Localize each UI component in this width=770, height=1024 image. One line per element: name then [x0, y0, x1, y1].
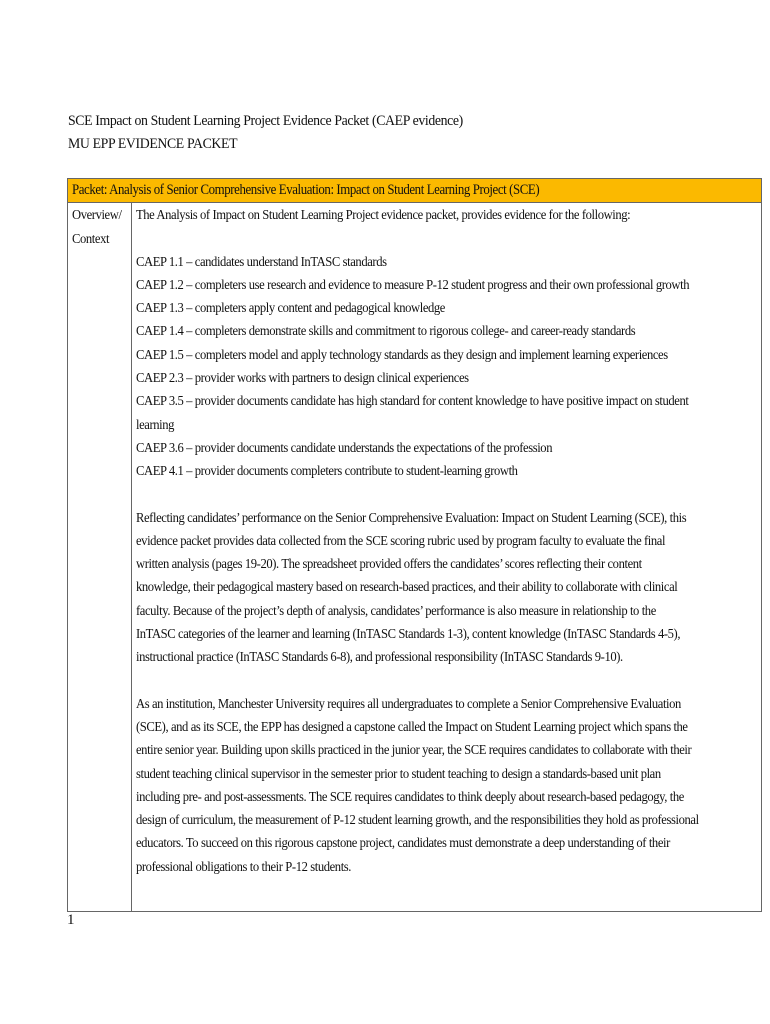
document-title: SCE Impact on Student Learning Project Evidence Packet (CAEP evidence) — [68, 113, 463, 129]
paragraph-line: (SCE), and as its SCE, the EPP has designed a capstone called the Impact on Student Learning project which spans the — [136, 719, 688, 735]
document-header — [68, 110, 463, 156]
caep-standards-list — [136, 251, 761, 484]
caep-item: CAEP 1.1 – candidates understand InTASC standards — [136, 254, 387, 270]
evidence-packet-table — [67, 178, 762, 912]
spacer — [136, 228, 761, 251]
reflection-paragraph — [136, 507, 761, 670]
document-subtitle: MU EPP EVIDENCE PACKET — [68, 136, 238, 152]
institution-paragraph — [136, 693, 761, 879]
caep-item: CAEP 1.3 – completers apply content and pedagogical knowledge — [136, 301, 446, 317]
spacer — [136, 484, 761, 507]
caep-item: CAEP 3.5 – provider documents candidate has high standard for content knowledge to have positive impact on student — [136, 394, 689, 410]
paragraph-line: InTASC categories of the learner and learning (InTASC Standards 1-3), content knowledge (InTASC Standards 4-5), — [136, 627, 681, 643]
paragraph-line: entire senior year. Building upon skills practiced in the junior year, the SCE requires candidates to collaborate with their — [136, 743, 692, 759]
caep-item: CAEP 4.1 – provider documents completers contribute to student-learning growth — [136, 464, 518, 480]
packet-header-cell — [68, 179, 762, 203]
spacer — [136, 670, 761, 693]
paragraph-line: instructional practice (InTASC Standards 6-8), and professional responsibility (InTASC Standards 9-10). — [136, 650, 623, 666]
paragraph-line: written analysis (pages 19-20). The spreadsheet provided offers the candidates’ scores reflecting their content — [136, 557, 642, 573]
overview-content-cell — [132, 203, 762, 912]
intro-text: The Analysis of Impact on Student Learning Project evidence packet, provides evidence for the following: — [136, 208, 631, 224]
paragraph-line: knowledge, their pedagogical mastery based on research-based practices, and their ability to collaborate with clinical — [136, 580, 678, 596]
paragraph-line: professional obligations to their P-12 students. — [136, 859, 352, 875]
paragraph-line: student teaching clinical supervisor in the semester prior to student teaching to design a standards-based unit plan — [136, 766, 661, 782]
paragraph-line: Reflecting candidates’ performance on the Senior Comprehensive Evaluation: Impact on Student Learning (SCE), this — [136, 510, 687, 526]
paragraph-line: evidence packet provides data collected from the SCE scoring rubric used by program faculty to evaluate the final — [136, 533, 666, 549]
paragraph-line: including pre- and post-assessments. The SCE requires candidates to think deeply about research-based pedagogy, the — [136, 789, 684, 805]
paragraph-line: educators. To succeed on this rigorous capstone project, candidates must demonstrate a deep understanding of their — [136, 836, 670, 852]
caep-item: CAEP 1.5 – completers model and apply technology standards as they design and implement learning experiences — [136, 347, 668, 363]
overview-row — [68, 203, 762, 912]
page-number: 1 — [67, 912, 75, 928]
caep-item: CAEP 3.6 – provider documents candidate understands the expectations of the profession — [136, 440, 553, 456]
caep-item: CAEP 1.2 – completers use research and evidence to measure P-12 student progress and their own professional growth — [136, 277, 690, 293]
packet-header-text: Packet: Analysis of Senior Comprehensive Evaluation: Impact on Student Learning Project (SCE) — [72, 182, 540, 198]
caep-item: CAEP 2.3 – provider works with partners to design clinical experiences — [136, 371, 469, 387]
overview-label-cell — [68, 203, 132, 912]
caep-item: CAEP 1.4 – completers demonstrate skills and commitment to rigorous college- and career-ready standards — [136, 324, 636, 340]
paragraph-line: design of curriculum, the measurement of P-12 student learning growth, and the responsibilities they hold as professional — [136, 813, 699, 829]
caep-item-continuation: learning — [136, 417, 175, 433]
packet-header-row — [68, 179, 762, 203]
paragraph-line: faculty. Because of the project’s depth of analysis, candidates’ performance is also measure in relationship to the — [136, 603, 656, 619]
paragraph-line: As an institution, Manchester University requires all undergraduates to complete a Senior Comprehensive Evaluation — [136, 696, 681, 712]
overview-label: Overview/ — [72, 208, 122, 224]
context-label: Context — [72, 231, 110, 247]
